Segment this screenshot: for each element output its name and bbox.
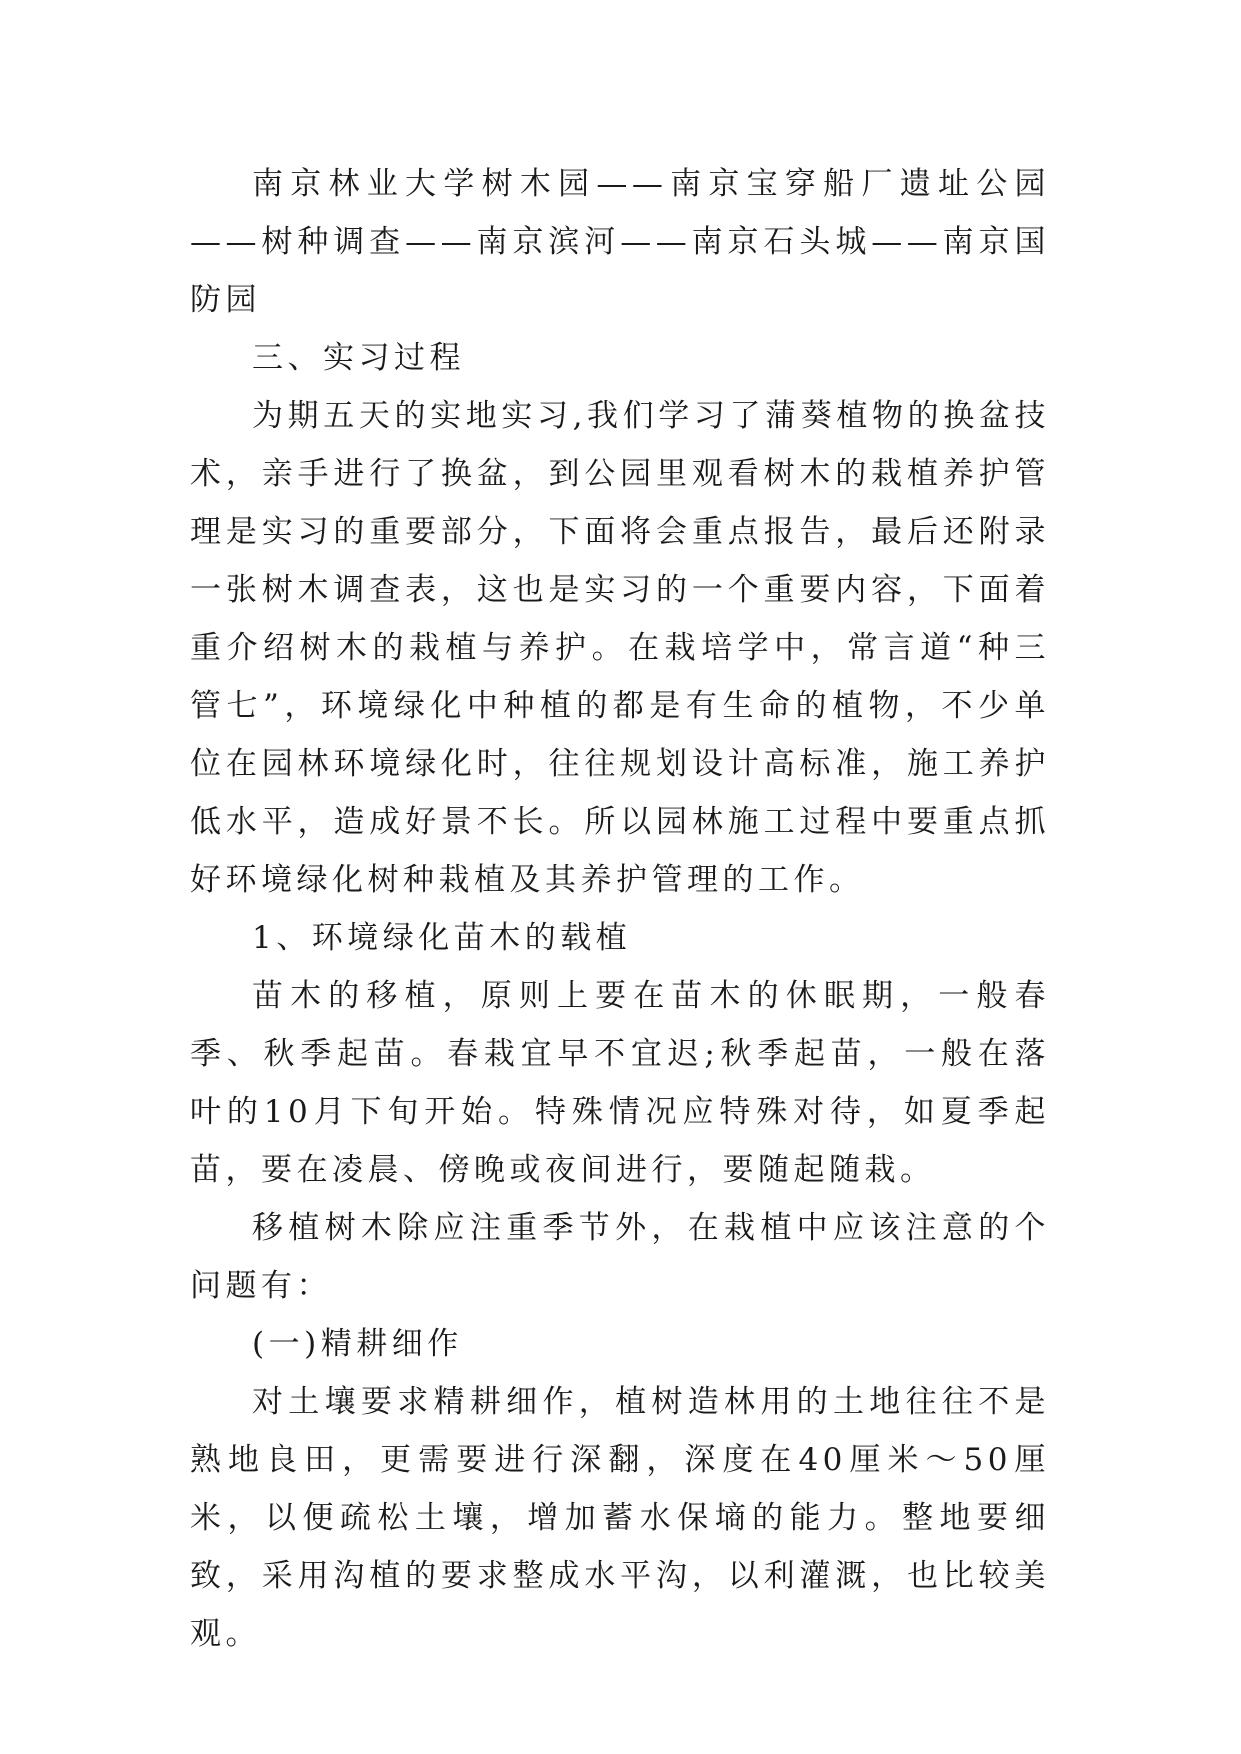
heading-internship-process: 三、实习过程 bbox=[252, 340, 465, 376]
paragraph-transplanting: 苗木的移植，原则上要在苗木的休眠期，一般春季、秋季起苗。春栽宜早不宜迟;秋季起苗，一般在落叶的10月下旬开始。特殊情况应特殊对待，如夏季起苗，要在凌晨、傍晚或夜间进行，要随起随栽。 bbox=[190, 978, 1050, 1188]
paragraph-soil: 对土壤要求精耕细作，植树造林用的土地往往不是熟地良田，更需要进行深翻，深度在40厘米～50厘米，以便疏松土壤，增加蓄水保墒的能力。整地要细致，采用沟植的要求整成水平沟，以利灌溉，也比较美观。 bbox=[190, 1384, 1050, 1652]
document-body bbox=[190, 155, 1050, 1663]
paragraph-issues: 移植树木除应注重季节外，在栽植中应该注意的个问题有： bbox=[190, 1210, 1050, 1304]
heading-seedling-planting: 1、环境绿化苗木的载植 bbox=[252, 920, 632, 956]
heading-intensive-cultivation: (一)精耕细作 bbox=[252, 1326, 463, 1362]
paragraph-overview: 为期五天的实地实习,我们学习了蒲葵植物的换盆技术，亲手进行了换盆，到公园里观看树木的栽植养护管理是实习的重要部分，下面将会重点报告，最后还附录一张树木调查表，这也是实习的一个重要内容，下面着重介绍树木的栽植与养护。在栽培学中，常言道“种三管七”，环境绿化中种植的都是有生命的植物，不少单位在园林环境绿化时，往往规划设计高标准，施工养护低水平，造成好景不长。所以园林施工过程中要重点抓好环境绿化树种栽植及其养护管理的工作。 bbox=[190, 398, 1050, 898]
paragraph-route: 南京林业大学树木园——南京宝穿船厂遗址公园——树种调查——南京滨河——南京石头城——南京国防园 bbox=[190, 166, 1050, 318]
